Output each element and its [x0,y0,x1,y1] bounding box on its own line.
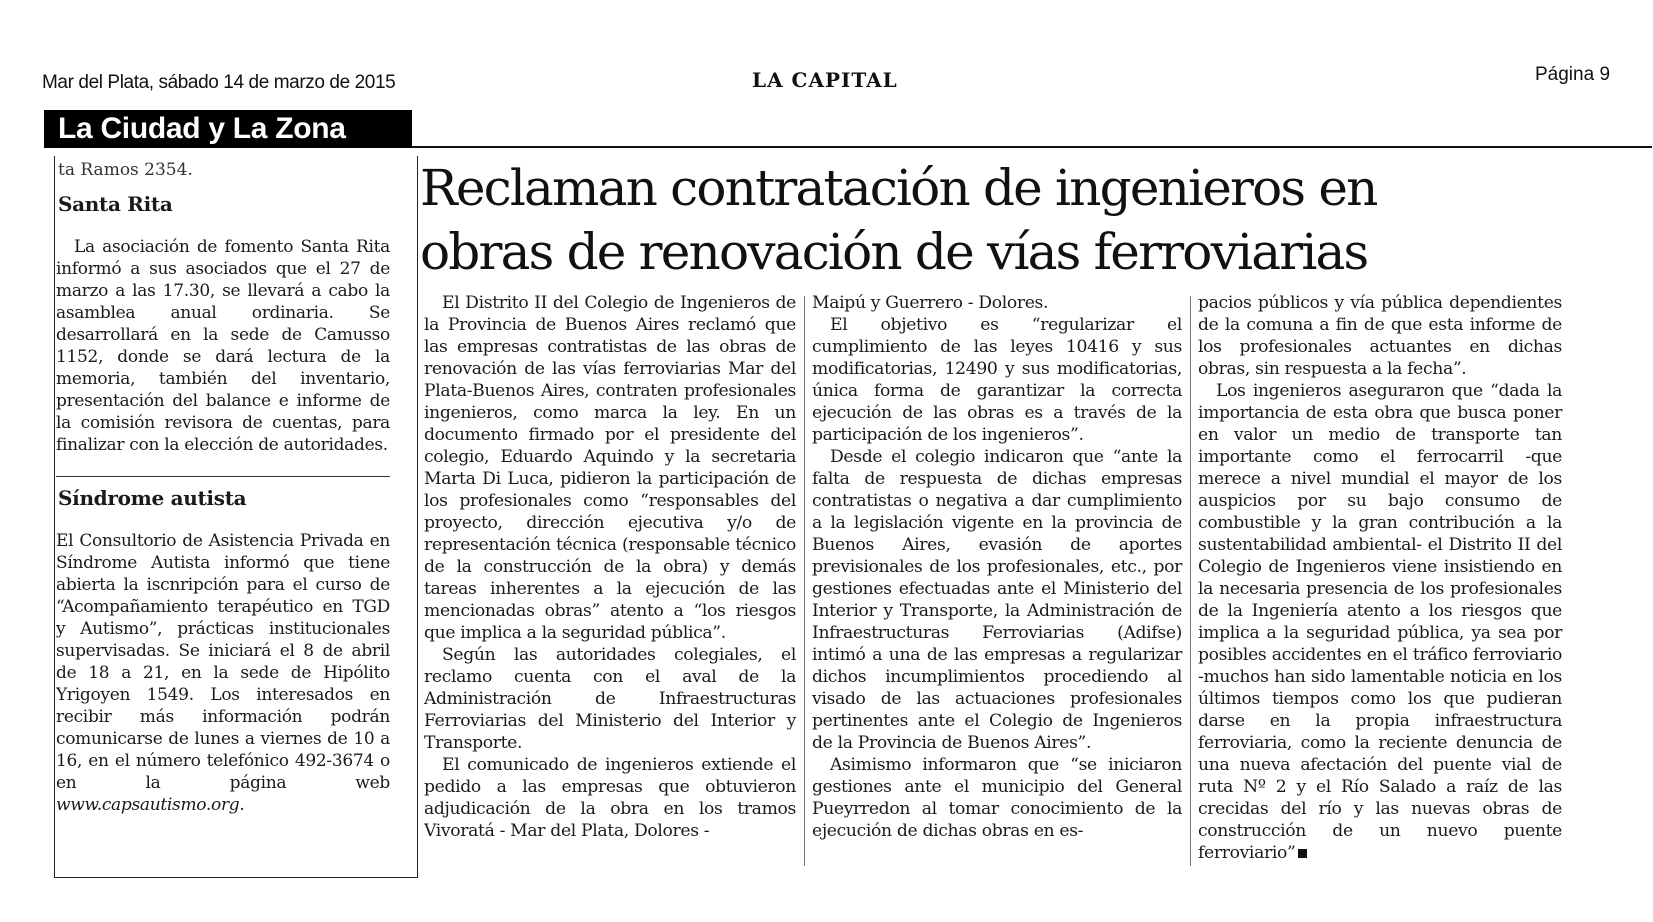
paragraph: El comunicado de ingenieros extiende el pedido a las empresas que obtuvieron adjudicación de la obra en los tramos Vivoratá - Mar del Plata, Dolores - [424,755,796,841]
page-number: Página 9 [1535,64,1611,85]
sidebar-body-text: El Consultorio de Asistencia Privada en Síndrome Autista informó que tiene abierta la iscnripción para el curso de “Acompañamiento terapéutico en TGD y Autismo”, prácticas institucionales supervisadas. Se iniciará el 8 de abril de 18 a 21, en la sede de Hipólito Yrigoyen 1549. Los interesados en recibir más información podrán comunicarse de lunes a viernes de 10 a 16, en el número telefónico 492-3674 o en la página web [56,531,390,793]
end-of-article-mark [1298,849,1307,858]
paragraph: Desde el colegio indicaron que “ante la falta de respuesta de dichas empresas contratistas o negativa a dar cumplimiento a la legislación vigente en la provincia de Buenos Aires, evasión de aportes previsionales de los profesionales, etc., por gestiones efectuadas ante el Ministerio del Interior y Transporte, la Administración de Infraestructuras Ferroviarias (Adifse) intimó a una de las empresas a regularizar dichos incumplimientos procediendo al visado de las actuaciones profesionales pertinentes ante el Colegio de Ingenieros de la Provincia de Buenos Aires”. [812,447,1182,753]
newspaper-name: LA CAPITAL [752,68,898,92]
section-rule [412,146,1652,148]
article-column-3 [1198,292,1562,864]
sidebar-body-santa-rita: La asociación de fomento Santa Rita informó a sus asociados que el 27 de marzo a las 17.30, se llevará a cabo la asamblea anual ordinaria. Se desarrollará en la sede de Camusso 1152, donde se dará lectura de la memoria, también del inventario, presentación del balance e informe de la comisión revisora de cuentas, para finalizar con la elección de autoridades. [56,237,390,455]
paragraph: Maipú y Guerrero - Dolores. [812,293,1049,313]
article-column-1 [424,292,796,842]
article-headline [420,156,1640,284]
sidebar-divider [56,476,390,477]
paragraph: Según las autoridades colegiales, el reclamo cuenta con el aval de la Administración de Infraestructuras Ferroviarias del Ministerio del Interior y Transporte. [424,645,796,753]
sidebar-heading-santa-rita: Santa Rita [58,192,173,216]
masthead-date: Mar del Plata, sábado 14 de marzo de 2015 [42,72,396,93]
headline-line-2: obras de renovación de vías ferroviarias [420,223,1368,281]
closing-paragraph-text: Los ingenieros aseguraron que “dada la importancia de esta obra que busca poner en valor un medio de transporte tan importante como el ferrocarril -que merece a nivel mundial el mayor de los auspicios por su bajo consumo de combustible y la gran contribución a la sustentabilidad ambiental- el Distrito II del Colegio de Ingenieros viene insistiendo en la necesaria presencia de los profesionales de la Ingeniería atento a los riesgos que implica a la seguridad pública, ya sea por posibles accidentes en el tráfico ferroviario -muchos han sido lamentable noticia en los últimos tiempos como los que pudieran darse en la propia infraestructura ferroviaria, como la reciente denuncia de una nueva afectación del puente vial de ruta Nº 2 y el Río Salado a raíz de las crecidas del río y las nuevas obras de construcción de un nuevo puente ferroviario” [1198,381,1562,863]
column-rule [1190,296,1191,866]
paragraph: El Distrito II del Colegio de Ingenieros de la Provincia de Buenos Aires reclamó que las empresas contratistas de las obras de renovación de las vías ferroviarias Mar del Plata-Buenos Aires, contraten profesionales ingenieros, como marca la ley. En un documento firmado por el presidente del colegio, Eduardo Aquindo y la secretaria Marta Di Luca, pidieron la participación de los profesionales como “responsables del proyecto, dirección ejecutiva y/o de representación técnica (responsable técnico de la construcción de la obra) y demás tareas inherentes a la ejecución de las mencionadas obras” atento a “los riesgos que implica a la seguridad pública”. [424,293,796,643]
paragraph [1198,380,1562,864]
column-rule [804,296,805,866]
sidebar-heading-sindrome-autista: Síndrome autista [58,486,247,510]
paragraph: Asimismo informaron que “se iniciaron gestiones ante el municipio del General Pueyrredon al tomar conocimiento de la ejecución de dichas obras en es- [812,755,1182,841]
paragraph: El objetivo es “regularizar el cumplimiento de las leyes 10416 y sus modificatorias, 12490 y sus modificatorias, única forma de garantizar la correcta ejecución de las obras es a través de la participación de los ingenieros”. [812,315,1182,445]
article-column-2 [812,292,1182,842]
sidebar-body-sindrome-autista [56,530,390,816]
headline-line-1: Reclaman contratación de ingenieros en [420,159,1377,217]
paragraph: pacios públicos y vía pública dependientes de la comuna a fin de que esta informe de los profesionales actuantes en dichas obras, sin respuesta a la fecha”. [1198,293,1562,379]
section-banner: La Ciudad y La Zona [44,110,412,148]
sidebar-snippet: ta Ramos 2354. [58,160,193,180]
sidebar-link-url[interactable]: www.capsautismo.org. [56,795,245,815]
